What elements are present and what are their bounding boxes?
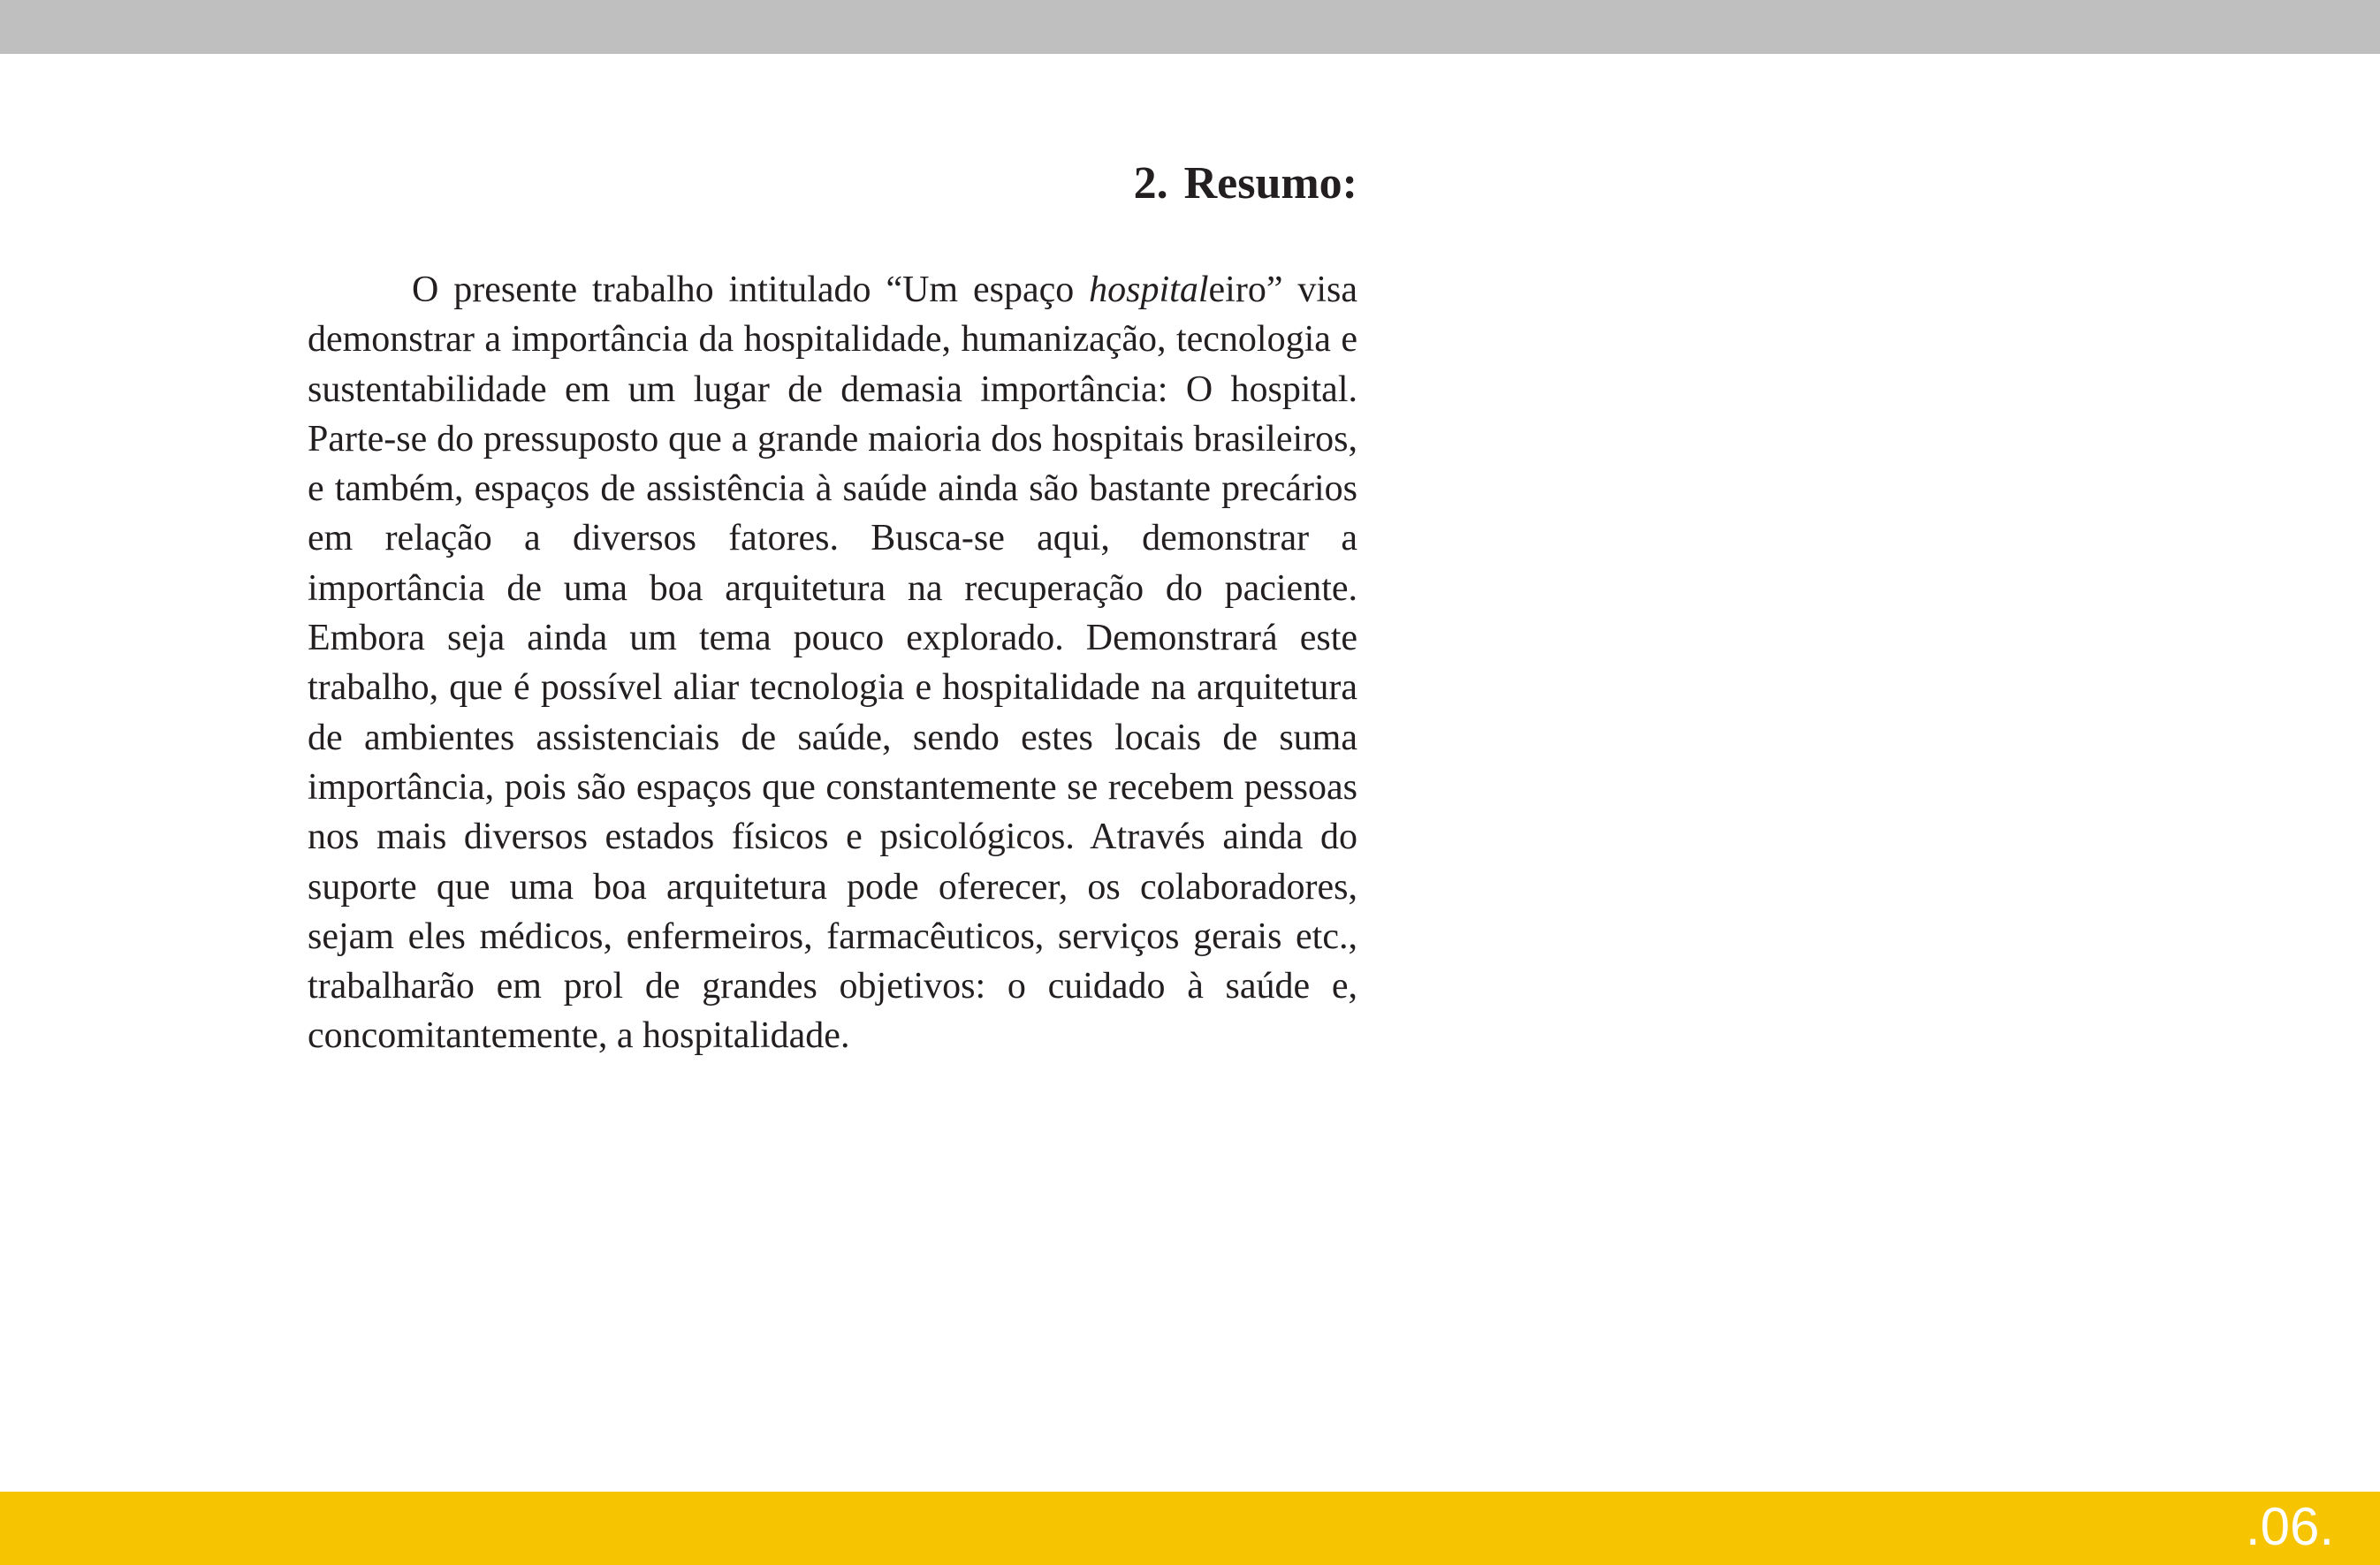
bottom-bar: [0, 1492, 2380, 1565]
section-heading: [884, 157, 1357, 210]
paragraph-italic-term: hospital: [1089, 270, 1209, 310]
paragraph-text-start: O presente trabalho intitulado “Um espaço: [412, 270, 1090, 310]
abstract-paragraph: [308, 265, 1357, 1061]
top-bar: [0, 0, 2380, 54]
paragraph-text-rest: eiro” visa demonstrar a importância da hospitalidade, humanização, tecnologia e sustentabilidade em um lugar de demasia importância: O hospital. Parte-se do pressuposto que a grande maioria dos hospitais brasileiros, e também, espaços de assistência à saúde ainda são bastante precários em relação a diversos fatores. Busca-se aqui, demonstrar a importância de uma boa arquitetura na recuperação do paciente. Embora seja ainda um tema pouco explorado. Demonstrará este trabalho, que é possível aliar tecnologia e hospitalidade na arquitetura de ambientes assistenciais de saúde, sendo estes locais de suma importância, pois são espaços que constantemente se recebem pessoas nos mais diversos estados físicos e psicológicos. Através ainda do suporte que uma boa arquitetura pode oferecer, os colaboradores, sejam eles médicos, enfermeiros, farmacêuticos, serviços gerais etc., trabalharão em prol de grandes objetivos: o cuidado à saúde e, concomitantemente, a hospitalidade.: [308, 270, 1358, 1057]
section-title: Resumo:: [1183, 158, 1357, 209]
page-number: .06.: [2245, 1497, 2334, 1556]
section-number: 2.: [1133, 158, 1168, 209]
